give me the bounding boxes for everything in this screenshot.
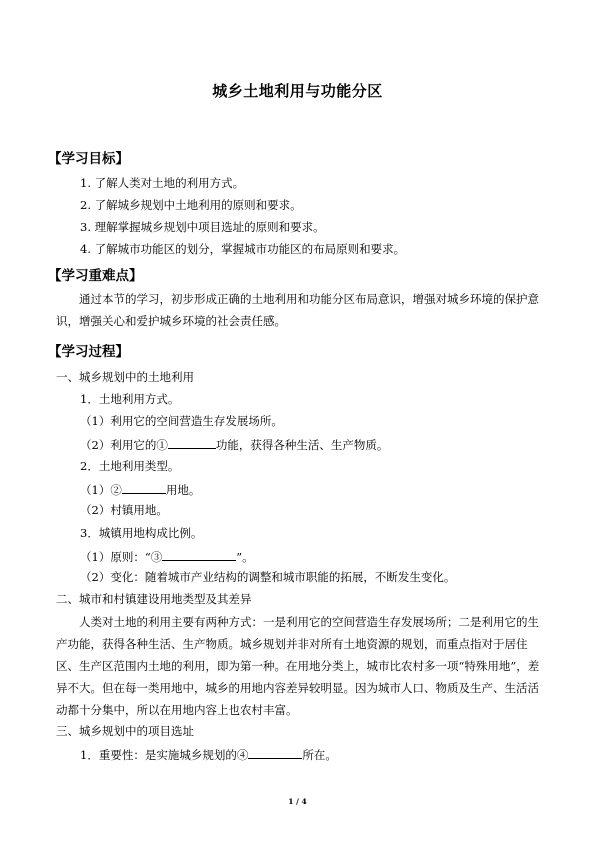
section-2-paragraph: 人类对土地的利用主要有两种方式：一是利用它的空间营造生存发展场所；二是利用它的生产功能，获得各种生活、生产物质。城乡规划并非对所有土地资源的规划，而重点指对于居住区、生产区范围内土地的利用，即为第一种。在用地分类上，城市比农村多一项“特殊用地”，差异不大。但在每一类用地中，城乡的用地内容差异较明显。因为城市人口、物质及生产、生活活动都十分集中，所以在用地内容上也农村丰富。 [56, 615, 540, 717]
heading-key-points: 【学习重难点】 [48, 268, 143, 284]
section-1-item-2-b: （2）村镇用地。 [80, 503, 168, 517]
objective-item-4: 4. 了解城市功能区的划分，掌握城市功能区的布局原则和要求。 [80, 242, 406, 256]
section-3-item-1-prefix: 1．重要性：是实施城乡规划的④ [80, 748, 249, 762]
fill-blank-1[interactable] [168, 436, 216, 449]
section-1-item-1: 1．土地利用方式。 [80, 392, 180, 406]
item-1-b-prefix: （2）利用它的① [80, 438, 168, 452]
key-points-paragraph: 通过本节的学习，初步形成正确的土地利用和功能分区布局意识，增强对城乡环境的保护意识，增强关心和爱护城乡环境的社会责任感。 [56, 292, 539, 328]
item-3-a-suffix: ”。 [236, 550, 254, 564]
fill-blank-2[interactable] [122, 481, 166, 494]
section-1-item-2-a [80, 481, 200, 497]
section-1-title: 一、城乡规划中的土地利用 [56, 370, 194, 384]
page-title: 城乡土地利用与功能分区 [212, 82, 383, 100]
section-3-item-1-suffix: 所在。 [302, 748, 337, 762]
fill-blank-4[interactable] [248, 746, 302, 759]
section-1-item-2: 2．土地利用类型。 [80, 459, 180, 473]
section-1-item-1-a: （1）利用它的空间营造生存发展场所。 [80, 414, 283, 428]
fill-blank-3[interactable] [162, 548, 236, 561]
section-1-item-3-a [80, 548, 254, 564]
objective-item-2: 2. 了解城乡规划中土地利用的原则和要求。 [80, 198, 302, 212]
section-1-item-3: 3．城镇用地构成比例。 [80, 526, 203, 540]
heading-objectives: 【学习目标】 [48, 151, 129, 167]
item-3-a-prefix: （1）原则：“③ [80, 550, 163, 564]
page-number: 1 / 4 [288, 797, 307, 806]
section-2-title: 二、城市和村镇建设用地类型及其差异 [56, 592, 252, 606]
objective-item-3: 3. 理解掌握城乡规划中项目选址的原则和要求。 [80, 220, 325, 234]
heading-process: 【学习过程】 [48, 344, 129, 360]
objective-item-1: 1. 了解人类对土地的利用方式。 [80, 176, 245, 190]
item-2-a-suffix: 用地。 [165, 483, 201, 497]
section-1-item-3-b: （2）变化：随着城市产业结构的调整和城市职能的拓展，不断发生变化。 [80, 570, 456, 584]
section-1-item-1-b [80, 436, 388, 452]
section-3-item-1 [80, 746, 337, 762]
item-1-b-suffix: 功能，获得各种生活、生产物质。 [215, 438, 389, 452]
section-3-title: 三、城乡规划中的项目选址 [56, 724, 194, 738]
item-2-a-prefix: （1）② [80, 483, 122, 497]
